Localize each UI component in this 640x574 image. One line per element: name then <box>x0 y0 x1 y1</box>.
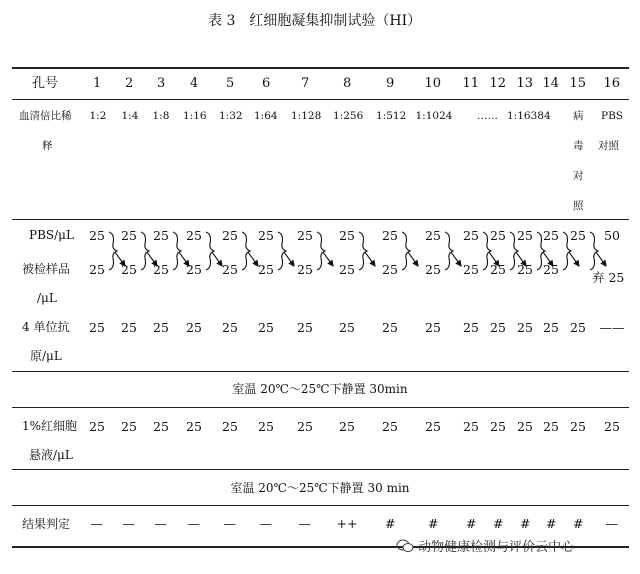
sample-value: 25 <box>490 262 506 277</box>
antigen-label-line2: 原/μL <box>30 349 62 363</box>
antigen-value: 25 <box>382 320 398 335</box>
rbc-value: 25 <box>382 419 398 434</box>
sample-value: 25 <box>222 262 238 277</box>
result-value: — <box>187 516 200 531</box>
antigen-value: 25 <box>425 320 441 335</box>
dilution-label-line2: 释 <box>42 140 53 152</box>
pbs-value: 50 <box>604 228 620 243</box>
discard-label: 弃 25 <box>592 270 625 285</box>
pbs-value: 25 <box>382 228 398 243</box>
pbs-value: 25 <box>121 228 137 243</box>
pbs-control-line2: 对照 <box>598 140 619 152</box>
pbs-value: 25 <box>222 228 238 243</box>
result-value: — <box>223 516 236 531</box>
sample-value: 25 <box>339 262 355 277</box>
pbs-value: 25 <box>570 228 586 243</box>
transfer-arrowhead-line <box>115 252 125 266</box>
sample-value: 25 <box>186 262 202 277</box>
transfer-arrow <box>510 232 518 270</box>
antigen-label-line1: 4 单位抗 <box>22 320 70 334</box>
transfer-arrow <box>359 232 367 270</box>
transfer-arrowhead-line <box>323 252 333 266</box>
rbc-value: 25 <box>121 419 137 434</box>
dilution-value: 1:2 <box>89 110 107 122</box>
result-value: # <box>428 516 439 531</box>
hole-number: 2 <box>125 76 134 91</box>
watermark <box>396 536 574 555</box>
rbc-value: 25 <box>604 419 620 434</box>
antigen-value: 25 <box>543 320 559 335</box>
antigen-value: 25 <box>517 320 533 335</box>
hole-number: 10 <box>424 76 442 91</box>
sample-value: 25 <box>543 262 559 277</box>
pbs-value: 25 <box>463 228 479 243</box>
result-value: — <box>122 516 135 531</box>
watermark-text: 动物健康检测与评价云中心 <box>418 540 575 555</box>
dilution-value: 1:64 <box>254 110 278 122</box>
sample-value: 25 <box>121 262 137 277</box>
antigen-value: 25 <box>121 320 137 335</box>
pbs-label: PBS/μL <box>29 228 74 242</box>
rbc-value: 25 <box>222 419 238 434</box>
pbs-value: 25 <box>425 228 441 243</box>
virus-control-char: 病 <box>573 110 584 122</box>
sample-value: 25 <box>153 262 169 277</box>
dilution-last: 1:16384 <box>507 110 551 122</box>
result-value: # <box>573 516 584 531</box>
transfer-arrow <box>402 232 410 270</box>
incubation-step-2: 室温 20℃～25℃下静置 30 min <box>230 481 410 495</box>
wechat-icon <box>396 539 414 553</box>
pbs-value: 25 <box>258 228 274 243</box>
hole-number: 3 <box>157 76 166 91</box>
result-value: — <box>259 516 272 531</box>
transfer-arrow <box>563 232 571 270</box>
transfer-arrow <box>109 232 117 270</box>
result-value: — <box>605 516 618 531</box>
pbs-value: 25 <box>186 228 202 243</box>
antigen-value: 25 <box>89 320 105 335</box>
dilution-value: 1:1024 <box>415 110 453 122</box>
hole-number: 11 <box>462 76 480 91</box>
transfer-arrowhead-line <box>489 252 499 266</box>
pbs-value: 25 <box>153 228 169 243</box>
table-title: 表 3 红细胞凝集抑制试验（HI） <box>208 13 422 29</box>
hole-number: 8 <box>343 76 352 91</box>
transfer-arrow <box>141 232 149 270</box>
hole-label: 孔号 <box>32 76 59 91</box>
transfer-arrow <box>206 232 214 270</box>
transfer-arrowhead-line <box>212 252 222 266</box>
transfer-arrow <box>590 232 598 270</box>
dilution-dots: …… <box>477 110 498 122</box>
hole-number: 1 <box>93 76 102 91</box>
rbc-value: 25 <box>258 419 274 434</box>
transfer-arrowhead-line <box>284 252 294 266</box>
hole-number: 6 <box>262 76 271 91</box>
dilution-label-line1: 血清倍比稀 <box>19 110 72 122</box>
antigen-value: 25 <box>186 320 202 335</box>
hole-number: 7 <box>301 76 310 91</box>
transfer-arrow <box>317 232 325 270</box>
hole-number: 4 <box>190 76 199 91</box>
rbc-label-line2: 悬液/μL <box>29 448 73 462</box>
dilution-value: 1:4 <box>121 110 139 122</box>
result-value: # <box>493 516 504 531</box>
rbc-value: 25 <box>463 419 479 434</box>
transfer-arrow <box>278 232 286 270</box>
dilution-value: 1:8 <box>152 110 170 122</box>
result-value: ++ <box>336 516 358 531</box>
incubation-step-1: 室温 20℃～25℃下静置 30min <box>232 382 408 396</box>
sample-label-line1: 被检样品 <box>22 262 71 276</box>
rbc-value: 25 <box>153 419 169 434</box>
antigen-value: 25 <box>297 320 313 335</box>
pbs-control-line1: PBS <box>601 110 623 122</box>
hole-number: 15 <box>569 76 587 91</box>
rbc-value: 25 <box>186 419 202 434</box>
dilution-value: 1:32 <box>219 110 243 122</box>
sample-value: 25 <box>425 262 441 277</box>
dilution-value: 1:16 <box>183 110 207 122</box>
sample-label-line2: /μL <box>37 291 57 305</box>
rbc-value: 25 <box>543 419 559 434</box>
pbs-value: 25 <box>339 228 355 243</box>
antigen-value: 25 <box>339 320 355 335</box>
pbs-value: 25 <box>517 228 533 243</box>
transfer-arrowhead-line <box>365 252 375 266</box>
rbc-value: 25 <box>425 419 441 434</box>
transfer-arrow <box>445 232 453 270</box>
antigen-value: —— <box>599 320 625 335</box>
hole-number: 16 <box>603 76 621 91</box>
rbc-value: 25 <box>339 419 355 434</box>
result-value: — <box>90 516 103 531</box>
antigen-value: 25 <box>490 320 506 335</box>
transfer-arrowhead-line <box>248 252 258 266</box>
rbc-value: 25 <box>490 419 506 434</box>
hole-number: 14 <box>542 76 560 91</box>
sample-value: 25 <box>297 262 313 277</box>
sample-value: 25 <box>89 262 105 277</box>
hole-number: 9 <box>386 76 395 91</box>
result-label: 结果判定 <box>22 517 71 531</box>
sample-value: 25 <box>382 262 398 277</box>
transfer-arrowhead-line <box>569 252 579 266</box>
rbc-value: 25 <box>89 419 105 434</box>
transfer-arrowhead-line <box>179 252 189 266</box>
antigen-value: 25 <box>153 320 169 335</box>
transfer-arrowhead-line <box>408 252 418 266</box>
sample-value: 25 <box>258 262 274 277</box>
rbc-value: 25 <box>517 419 533 434</box>
pbs-value: 25 <box>543 228 559 243</box>
rbc-label-line1: 1%红细胞 <box>22 419 78 433</box>
transfer-arrowhead-line <box>516 252 526 266</box>
transfer-arrow <box>537 232 545 270</box>
transfer-arrowhead-line <box>147 252 157 266</box>
dilution-value: 1:512 <box>376 110 407 122</box>
hole-number: 13 <box>516 76 534 91</box>
result-value: — <box>298 516 311 531</box>
transfer-arrow <box>173 232 181 270</box>
result-value: — <box>154 516 167 531</box>
pbs-value: 25 <box>89 228 105 243</box>
antigen-value: 25 <box>570 320 586 335</box>
antigen-value: 25 <box>258 320 274 335</box>
transfer-arrow <box>483 232 491 270</box>
rbc-value: 25 <box>297 419 313 434</box>
pbs-value: 25 <box>490 228 506 243</box>
hole-number: 12 <box>489 76 507 91</box>
transfer-arrowhead-line <box>451 252 461 266</box>
transfer-arrowhead-line <box>596 252 606 266</box>
transfer-arrow <box>242 232 250 270</box>
result-value: # <box>466 516 477 531</box>
result-value: # <box>385 516 396 531</box>
dilution-value: 1:256 <box>333 110 364 122</box>
antigen-value: 25 <box>222 320 238 335</box>
hole-number: 5 <box>226 76 235 91</box>
rbc-value: 25 <box>570 419 586 434</box>
virus-control-char: 对 <box>573 170 584 182</box>
result-value: # <box>546 516 557 531</box>
sample-value: 25 <box>463 262 479 277</box>
transfer-arrowhead-line <box>543 252 553 266</box>
antigen-value: 25 <box>463 320 479 335</box>
dilution-value: 1:128 <box>291 110 322 122</box>
sample-value: 25 <box>517 262 533 277</box>
virus-control-char: 毒 <box>573 140 584 152</box>
pbs-value: 25 <box>297 228 313 243</box>
virus-control-char: 照 <box>573 200 584 212</box>
result-value: # <box>520 516 531 531</box>
